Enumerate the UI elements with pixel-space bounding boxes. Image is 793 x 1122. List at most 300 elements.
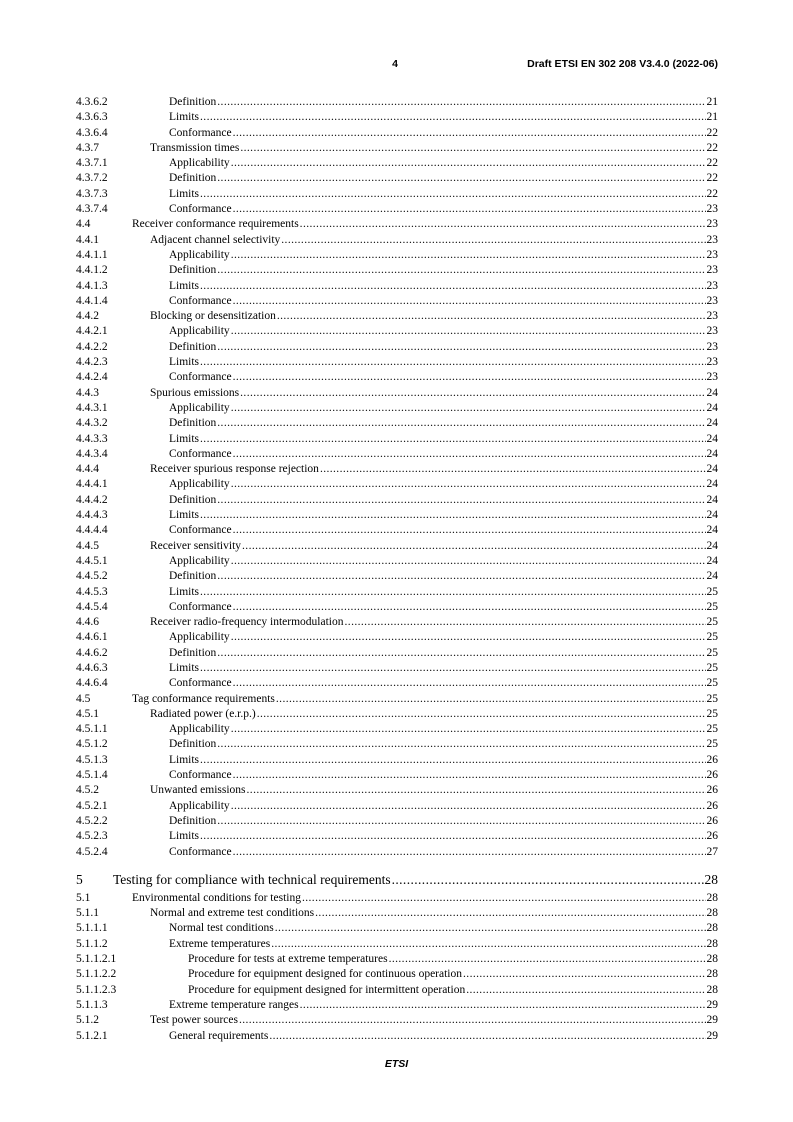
toc-entry-number: 4.5.1.4 (76, 769, 108, 782)
toc-dot-leader (233, 523, 706, 538)
toc-dot-leader (231, 722, 706, 737)
toc-entry-page: 23 (706, 264, 718, 277)
toc-entry-page: 28 (706, 968, 718, 981)
toc-entry-title: Normal and extreme test conditions (150, 907, 315, 920)
toc-entry[interactable] (76, 937, 718, 952)
toc-entry-number: 4.4.2.2 (76, 340, 108, 353)
toc-entry[interactable] (76, 707, 718, 722)
toc-entry-title: Extreme temperatures (169, 937, 271, 950)
toc-entry-number: 4.4.1.3 (76, 279, 108, 292)
toc-entry-page: 22 (706, 141, 718, 154)
toc-entry-number: 4.4.4.4 (76, 524, 108, 537)
toc-entry-title: Conformance (169, 126, 232, 139)
toc-entry-number: 4.4.1.1 (76, 248, 108, 261)
toc-entry-page: 22 (706, 172, 718, 185)
toc-entry-title: Receiver conformance requirements (132, 218, 299, 231)
toc-entry-title: Limits (169, 432, 200, 445)
toc-dot-leader (320, 462, 706, 477)
toc-entry[interactable] (76, 386, 718, 401)
toc-entry-number: 4.5.2.3 (76, 830, 108, 843)
toc-entry[interactable] (76, 1029, 718, 1044)
toc-entry-title: Limits (169, 830, 200, 843)
toc-dot-leader (239, 1013, 706, 1028)
toc-dot-leader (200, 661, 705, 676)
toc-entry-number: 4.4.2.1 (76, 325, 108, 338)
toc-dot-leader (217, 569, 705, 584)
toc-entry-page: 22 (706, 157, 718, 170)
toc-entry-number: 4.4.5.4 (76, 600, 108, 613)
toc-entry[interactable] (76, 248, 718, 263)
toc-entry[interactable] (76, 156, 718, 171)
toc-entry-title: Receiver sensitivity (150, 539, 242, 552)
toc-entry-title: Definition (169, 814, 217, 827)
toc-entry-title: Definition (169, 96, 217, 108)
toc-entry-page: 25 (706, 616, 718, 629)
toc-entry-title: Limits (169, 585, 200, 598)
toc-entry-number: 4.4.6.4 (76, 677, 108, 690)
toc-dot-leader (217, 416, 705, 431)
toc-entry-title: Adjacent channel selectivity (150, 233, 281, 246)
toc-entry-page: 26 (706, 814, 718, 827)
toc-entry[interactable] (76, 569, 718, 584)
toc-entry-title: Definition (169, 417, 217, 430)
document-title: Draft ETSI EN 302 208 V3.4.0 (2022-06) (527, 58, 718, 70)
toc-dot-leader (231, 799, 706, 814)
toc-dot-leader (200, 829, 705, 844)
toc-entry[interactable] (76, 891, 718, 906)
toc-entry-number: 4.3.6.2 (76, 96, 108, 108)
toc-entry[interactable] (76, 432, 718, 447)
toc-entry-page: 25 (706, 723, 718, 736)
toc-entry-number: 5.1.1 (76, 907, 99, 920)
toc-entry[interactable] (76, 294, 718, 309)
toc-entry-number: 4.5.2.4 (76, 845, 108, 858)
toc-entry-page: 23 (706, 279, 718, 292)
toc-entry-title: Procedure for equipment designed for intermittent operation (188, 983, 466, 996)
toc-entry-title: Applicability (169, 157, 230, 170)
toc-entry-page: 26 (706, 799, 718, 812)
toc-entry-number: 5.1.1.2 (76, 937, 108, 950)
toc-entry-title: Conformance (169, 524, 232, 537)
toc-dot-leader (269, 1029, 705, 1044)
toc-entry-number: 5.1 (76, 891, 91, 904)
toc-dot-leader (217, 95, 705, 110)
toc-entry[interactable] (76, 845, 718, 860)
toc-entry-page: 27 (706, 845, 718, 858)
toc-entry[interactable] (76, 768, 718, 783)
toc-entry-title: Environmental conditions for testing (132, 891, 301, 904)
toc-entry-title: Limits (169, 661, 200, 674)
toc-entry[interactable] (76, 646, 718, 661)
toc-entry-number: 4.4.1.4 (76, 294, 108, 307)
toc-entry-page: 26 (706, 784, 718, 797)
toc-entry-page: 29 (706, 998, 718, 1011)
toc-dot-leader (200, 585, 705, 600)
toc-dot-leader (200, 187, 705, 202)
toc-entry-title: Transmission times (150, 141, 240, 154)
toc-entry-title: Conformance (169, 600, 232, 613)
toc-entry[interactable] (76, 141, 718, 156)
toc-entry-title: General requirements (169, 1029, 269, 1042)
toc-entry-page: 23 (706, 233, 718, 246)
toc-entry[interactable] (76, 355, 718, 370)
toc-entry-number: 4.5.2.2 (76, 814, 108, 827)
toc-dot-leader (200, 110, 705, 125)
toc-entry[interactable] (76, 202, 718, 217)
toc-dot-leader (233, 126, 706, 141)
toc-entry-number: 4.4.4 (76, 463, 99, 476)
toc-entry[interactable] (76, 340, 718, 355)
toc-dot-leader (217, 646, 705, 661)
toc-entry-title: Applicability (169, 401, 230, 414)
toc-entry[interactable] (76, 126, 718, 141)
toc-entry[interactable] (76, 983, 718, 998)
toc-entry-number: 4.3.7.2 (76, 172, 108, 185)
toc-entry-number: 4.4.5.1 (76, 554, 108, 567)
toc-entry-page: 25 (706, 677, 718, 690)
toc-entry-page: 23 (706, 218, 718, 231)
toc-entry-page: 29 (706, 1029, 718, 1042)
toc-dot-leader (257, 707, 706, 722)
toc-entry-page: 25 (706, 585, 718, 598)
toc-entry-title: Test power sources (150, 1014, 238, 1027)
toc-entry-title: Conformance (169, 203, 232, 216)
toc-entry-page: 24 (706, 570, 718, 583)
toc-entry[interactable] (76, 615, 718, 630)
toc-entry-number: 4.4.6.3 (76, 661, 108, 674)
toc-entry[interactable] (76, 722, 718, 737)
toc-entry-title: Applicability (169, 723, 230, 736)
footer-etsi: ETSI (384, 1058, 409, 1070)
toc-entry[interactable] (76, 309, 718, 324)
toc-entry-title: Definition (169, 172, 217, 185)
toc-entry[interactable] (76, 998, 718, 1013)
toc-entry[interactable] (76, 967, 718, 982)
toc-entry-number: 4.4.1.2 (76, 264, 108, 277)
toc-entry-number: 5.1.2 (76, 1014, 99, 1027)
toc-entry-number: 4.3.7.1 (76, 157, 108, 170)
toc-entry-page: 25 (706, 646, 718, 659)
toc-entry-title: Applicability (169, 478, 230, 491)
toc-entry-page: 26 (706, 753, 718, 766)
toc-entry[interactable] (76, 814, 718, 829)
toc-entry-number: 4.5.1.3 (76, 753, 108, 766)
toc-entry-title: Limits (169, 111, 200, 124)
toc-entry[interactable] (76, 869, 718, 891)
toc-dot-leader (276, 692, 706, 707)
toc-entry-page: 23 (706, 371, 718, 384)
toc-dot-leader (242, 539, 705, 554)
toc-entry-number: 4.4.3 (76, 386, 99, 399)
toc-dot-leader (271, 937, 705, 952)
toc-entry-number: 4.4 (76, 218, 91, 231)
toc-entry-title: Extreme temperature ranges (169, 998, 299, 1011)
toc-entry-title: Limits (169, 356, 200, 369)
toc-entry-title: Definition (169, 738, 217, 751)
toc-entry-number: 4.4.5.3 (76, 585, 108, 598)
toc-entry-number: 4.3.6.4 (76, 126, 108, 139)
toc-entry[interactable] (76, 921, 718, 936)
toc-entry[interactable] (76, 187, 718, 202)
toc-entry-number: 4.4.6.1 (76, 631, 108, 644)
toc-entry[interactable] (76, 554, 718, 569)
toc-entry-page: 24 (706, 493, 718, 506)
toc-entry-number: 4.5.1.1 (76, 723, 108, 736)
toc-entry-number: 4.5.1.2 (76, 738, 108, 751)
toc-entry-number: 5.1.2.1 (76, 1029, 108, 1042)
toc-entry-page: 28 (706, 937, 718, 950)
toc-dot-leader (275, 921, 706, 936)
toc-entry-title: Conformance (169, 677, 232, 690)
toc-entry-number: 4.4.1 (76, 233, 99, 246)
toc-dot-leader (315, 906, 705, 921)
toc-entry-page: 21 (706, 96, 718, 108)
toc-dot-leader (231, 554, 706, 569)
toc-entry-number: 4.4.6 (76, 616, 99, 629)
toc-entry[interactable] (76, 401, 718, 416)
toc-entry-number: 4.4.3.3 (76, 432, 108, 445)
toc-entry-page: 29 (706, 1014, 718, 1027)
toc-entry-title: Testing for compliance with technical requirements (113, 871, 391, 887)
toc-dot-leader (231, 156, 706, 171)
toc-entry[interactable] (76, 279, 718, 294)
toc-entry-title: Conformance (169, 294, 232, 307)
toc-entry-title: Conformance (169, 769, 232, 782)
toc-entry-title: Conformance (169, 447, 232, 460)
toc-entry[interactable] (76, 661, 718, 676)
toc-entry-title: Limits (169, 279, 200, 292)
toc-entry-title: Definition (169, 646, 217, 659)
toc-entry-title: Limits (169, 753, 200, 766)
toc-entry[interactable] (76, 263, 718, 278)
toc-dot-leader (233, 600, 706, 615)
toc-dot-leader (233, 202, 706, 217)
toc-dot-leader (233, 845, 706, 860)
toc-entry-page: 28 (704, 871, 718, 887)
toc-entry-number: 5.1.1.2.3 (76, 983, 117, 996)
toc-dot-leader (233, 768, 706, 783)
toc-entry[interactable] (76, 753, 718, 768)
toc-entry-title: Spurious emissions (150, 386, 240, 399)
toc-entry[interactable] (76, 95, 718, 110)
toc-dot-leader (217, 171, 705, 186)
toc-entry-title: Radiated power (e.r.p.) (150, 707, 256, 720)
toc-dot-leader (231, 630, 706, 645)
toc-entry-page: 24 (706, 447, 718, 460)
toc-entry[interactable] (76, 799, 718, 814)
toc-dot-leader (233, 294, 706, 309)
toc-entry-page: 28 (706, 922, 718, 935)
toc-entry-title: Receiver spurious response rejection (150, 463, 319, 476)
toc-dot-leader (217, 340, 705, 355)
toc-entry[interactable] (76, 783, 718, 798)
toc-entry-title: Blocking or desensitization (150, 310, 276, 323)
toc-dot-leader (300, 998, 706, 1013)
toc-entry-page: 24 (706, 386, 718, 399)
toc-entry-page: 28 (706, 953, 718, 966)
toc-entry-page: 23 (706, 356, 718, 369)
toc-dot-leader (217, 737, 705, 752)
toc-entry-page: 26 (706, 830, 718, 843)
toc-entry[interactable] (76, 110, 718, 125)
toc-entry[interactable] (76, 600, 718, 615)
toc-entry-title: Procedure for equipment designed for continuous operation (188, 968, 463, 981)
toc-dot-leader (466, 983, 705, 998)
toc-entry-page: 23 (706, 310, 718, 323)
toc-entry[interactable] (76, 416, 718, 431)
toc-entry[interactable] (76, 171, 718, 186)
toc-entry-number: 4.3.6.3 (76, 111, 108, 124)
toc-entry-page: 23 (706, 248, 718, 261)
toc-entry-title: Conformance (169, 845, 232, 858)
toc-dot-leader (231, 401, 706, 416)
toc-dot-leader (302, 891, 706, 906)
toc-entry-title: Unwanted emissions (150, 784, 246, 797)
toc-entry[interactable] (76, 493, 718, 508)
toc-entry-page: 24 (706, 463, 718, 476)
toc-entry-page: 23 (706, 203, 718, 216)
toc-entry-page: 26 (706, 769, 718, 782)
toc-entry[interactable] (76, 906, 718, 921)
toc-entry-title: Applicability (169, 325, 230, 338)
toc-entry-page: 24 (706, 417, 718, 430)
toc-entry-page: 24 (706, 539, 718, 552)
toc-entry-page: 24 (706, 432, 718, 445)
toc-dot-leader (281, 233, 705, 248)
toc-entry-number: 4.4.5.2 (76, 570, 108, 583)
toc-entry-title: Procedure for tests at extreme temperatures (188, 953, 388, 966)
toc-entry-number: 4.3.7.3 (76, 187, 108, 200)
toc-entry-number: 4.4.3.2 (76, 417, 108, 430)
toc-entry[interactable] (76, 523, 718, 538)
toc-entry-title: Applicability (169, 248, 230, 261)
toc-entry-page: 23 (706, 294, 718, 307)
toc-entry-number: 4.4.5 (76, 539, 99, 552)
toc-entry[interactable] (76, 585, 718, 600)
toc-entry[interactable] (76, 829, 718, 844)
toc-entry[interactable] (76, 952, 718, 967)
toc-dot-leader (345, 615, 706, 630)
toc-dot-leader (300, 217, 706, 232)
table-of-contents (76, 95, 718, 1044)
toc-entry-number: 4.4.2.3 (76, 356, 108, 369)
page-number: 4 (392, 58, 398, 70)
toc-entry[interactable] (76, 676, 718, 691)
toc-entry[interactable] (76, 462, 718, 477)
toc-entry-title: Definition (169, 570, 217, 583)
toc-dot-leader (200, 753, 705, 768)
toc-dot-leader (233, 447, 706, 462)
toc-dot-leader (233, 370, 706, 385)
toc-entry[interactable] (76, 217, 718, 232)
toc-entry[interactable] (76, 508, 718, 523)
toc-entry-number: 5.1.1.2.1 (76, 953, 117, 966)
toc-entry-page: 25 (706, 661, 718, 674)
toc-entry[interactable] (76, 1013, 718, 1028)
toc-entry-number: 4.4.3.4 (76, 447, 108, 460)
toc-dot-leader (217, 493, 705, 508)
toc-entry-number: 4.4.4.3 (76, 509, 108, 522)
toc-entry[interactable] (76, 630, 718, 645)
toc-entry-page: 24 (706, 524, 718, 537)
toc-entry-title: Tag conformance requirements (132, 692, 275, 705)
toc-entry-title: Normal test conditions (169, 922, 274, 935)
toc-entry-page: 23 (706, 340, 718, 353)
toc-entry-title: Limits (169, 187, 200, 200)
toc-entry-title: Definition (169, 340, 217, 353)
toc-entry-number: 4.5.2.1 (76, 799, 108, 812)
toc-entry-number: 4.3.7.4 (76, 203, 108, 216)
toc-entry-number: 4.4.2.4 (76, 371, 108, 384)
toc-dot-leader (389, 952, 706, 967)
toc-entry[interactable] (76, 370, 718, 385)
toc-entry-title: Receiver radio-frequency intermodulation (150, 616, 344, 629)
toc-entry-title: Applicability (169, 554, 230, 567)
toc-dot-leader (247, 783, 706, 798)
toc-dot-leader (240, 141, 705, 156)
toc-entry[interactable] (76, 447, 718, 462)
toc-dot-leader (231, 248, 706, 263)
toc-dot-leader (233, 676, 706, 691)
toc-dot-leader (200, 355, 705, 370)
toc-entry-page: 23 (706, 325, 718, 338)
toc-entry-number: 4.3.7 (76, 141, 99, 154)
toc-dot-leader (392, 869, 704, 891)
toc-entry-page: 25 (706, 707, 718, 720)
toc-entry-title: Conformance (169, 371, 232, 384)
toc-entry-title: Definition (169, 264, 217, 277)
toc-entry-page: 25 (706, 631, 718, 644)
toc-entry-page: 24 (706, 509, 718, 522)
toc-entry-number: 4.4.4.2 (76, 493, 108, 506)
toc-entry-page: 25 (706, 600, 718, 613)
toc-entry[interactable] (76, 477, 718, 492)
toc-entry-page: 21 (706, 111, 718, 124)
toc-dot-leader (200, 279, 705, 294)
toc-entry-page: 28 (706, 891, 718, 904)
toc-entry-number: 4.5.2 (76, 784, 99, 797)
toc-entry-page: 28 (706, 983, 718, 996)
toc-entry[interactable] (76, 737, 718, 752)
toc-entry-number: 4.5 (76, 692, 91, 705)
toc-entry-page: 24 (706, 554, 718, 567)
toc-entry-number: 5.1.1.2.2 (76, 968, 117, 981)
toc-entry-number: 4.4.6.2 (76, 646, 108, 659)
toc-dot-leader (277, 309, 706, 324)
toc-entry-number: 5 (76, 871, 83, 887)
toc-dot-leader (200, 432, 705, 447)
toc-entry-title: Definition (169, 493, 217, 506)
toc-entry-title: Applicability (169, 799, 230, 812)
toc-dot-leader (217, 814, 705, 829)
toc-dot-leader (463, 967, 705, 982)
toc-dot-leader (231, 477, 706, 492)
toc-dot-leader (200, 508, 705, 523)
toc-entry[interactable] (76, 324, 718, 339)
toc-entry-page: 25 (706, 692, 718, 705)
toc-entry-page: 22 (706, 126, 718, 139)
toc-entry-number: 4.4.3.1 (76, 401, 108, 414)
toc-entry-page: 22 (706, 187, 718, 200)
toc-entry-title: Limits (169, 509, 200, 522)
toc-dot-leader (217, 263, 705, 278)
toc-entry[interactable] (76, 692, 718, 707)
toc-entry[interactable] (76, 233, 718, 248)
toc-entry-number: 5.1.1.1 (76, 922, 108, 935)
toc-entry-number: 5.1.1.3 (76, 998, 108, 1011)
toc-entry[interactable] (76, 539, 718, 554)
toc-entry-page: 24 (706, 478, 718, 491)
